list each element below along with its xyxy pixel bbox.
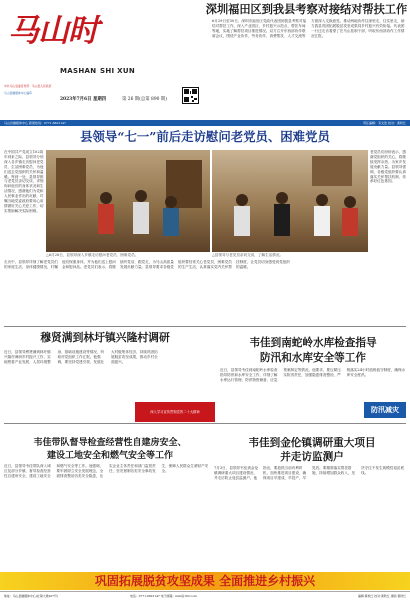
promo-box bbox=[135, 402, 215, 422]
qr-code-icon bbox=[182, 87, 199, 104]
lead-caption-left: △6月28日，县领导深入乡镇走访慰问老党员、困难党员。 bbox=[46, 253, 139, 257]
footer-editors: 编辑:黄秋红 校对:黄秋红 排版:黄秋红 bbox=[357, 594, 406, 598]
lead-title: 县领导“七一”前后走访慰问老党员、困难党员 bbox=[80, 129, 330, 144]
flood-badge-label: 防汛减灾 bbox=[371, 405, 399, 414]
lead-column-left: 在中国共产党成立102周年到来之际，县领导分别深入各乡镇走访慰问老党员、生活困难党员，为他们送去党组织的关怀和温暖。每到一处，县领导都与老党员亲切交谈，详细询问他们的身体状况和生活情况，感谢他们为党和人民事业作出的贡献，叮嘱当地党委政府要用心用情做好关心关爱工作，切实帮助解决实际困难。 bbox=[4, 150, 44, 213]
masthead-issue: 第 26 期(总第 890 期) bbox=[122, 97, 167, 102]
lead-caption-right: △县领导与老党员亲切交谈，了解生活情况。 bbox=[212, 253, 284, 257]
sec2-right-title-2: 防汛和水库安全等工作 bbox=[260, 352, 366, 364]
sec2-left-title: 穆贤满到林圩镇兴隆村调研 bbox=[40, 331, 170, 344]
masthead-en-left: MASHAN bbox=[60, 67, 97, 75]
info-strip-left: 马山县融媒体中心 新闻热线：0771-6822147 bbox=[4, 121, 66, 125]
sec2-right-title-1: 韦佳到南蛇岭水库检查指导 bbox=[249, 337, 377, 349]
lead-photo-left bbox=[46, 150, 210, 252]
top-story-title: 深圳福田区到我县考察对接结对帮扶工作 bbox=[205, 2, 408, 16]
slogan-text: 巩固拓展脱贫攻坚成果 全面推进乡村振兴 bbox=[94, 574, 316, 588]
sec3-right-body: 7月3日，县领导韦佳到金伦镇调研重大项目建设情况，并走访防止返贫监测户。他指出，要抢抓当前有利时机，加快推进项目建设，确保项目早建成、早投产、早见效。要精准落实帮扶措施，持续增加群众收入，坚决守住不发生规模性返贫底线。 bbox=[214, 466, 405, 480]
slogan-banner bbox=[0, 572, 410, 590]
footer-address: 地址：马山县融媒体中心(壮锦大道207号) bbox=[4, 594, 59, 598]
top-story-body: 6月29日至30日，深圳市福田区党政代表团到我县考察对接结对帮扶工作，深入产业园区、乡村振兴示范点、帮扶车间等地，实地了解帮扶项目推进情况。双方召开东西部协作联席会议，围绕产业协作、劳务协作、消费帮扶、人才交流等方面深入交换意见，推动两地协作往深里走、往实里走，助力我县巩固拓展脱贫攻坚成果同乡村振兴有效衔接。代表团一行还走访看望了在马山挂职干部，听取东西部协作工作情况汇报。 bbox=[212, 19, 405, 38]
info-strip-right: 责任编辑：韦文浩 校对：黄秋红 bbox=[363, 121, 406, 125]
divider bbox=[4, 326, 406, 327]
masthead-date: 2023年7月6日 星期四 bbox=[60, 97, 107, 102]
lead-photo-right bbox=[212, 150, 368, 252]
sec2-left-body: 近日，县领导穆贤满到林圩镇兴隆村调研乡村振兴工作，实地察看产业发展、人居环境整治、基础设施建设等情况，听取村党组织工作汇报。他强调，要坚持党建引领，发展壮大村级集体经济，持续巩固拓展脱贫攻坚成果，推动乡村全面振兴。 bbox=[4, 350, 158, 364]
footer-contact: 电话：0771-6822147 电子邮箱：msb@163.com bbox=[130, 594, 197, 598]
sec3-right-title-2: 并走访监测户 bbox=[280, 451, 344, 463]
sec3-left-body: 近日，县领导韦佳带队深入城区及部分乡镇，督导检查经营性自建房安全、建设工地安全和燃气安全等工作。他强调，要牢固树立安全发展理念，全面排查整治各类安全隐患，压实企业主体责任和部门监管责任，坚决遏制各类安全事故发生，保障人民群众生命财产安全。 bbox=[4, 464, 209, 478]
sec3-right-title-1: 韦佳到金伦镇调研重大项目 bbox=[248, 437, 376, 449]
footer bbox=[0, 591, 410, 600]
sec2-right-body: 近日，县领导韦佳到南蛇岭水库检查指导防汛和水库安全工作，详细了解水库运行管理、防汛物资储备、应急预案制定等情况。他要求，要压紧压实防汛责任，加强隐患排查整治，严格落实24小时值班值守制度，确保水库安全度汛。 bbox=[220, 368, 406, 382]
lead-column-right: 老党员们纷纷表示，感谢党组织的关心，将继续发挥余热，为家乡发展贡献力量。县领导强调，各级党组织要认真落实关怀帮扶机制，传承好红色基因。 bbox=[370, 150, 406, 184]
sec3-left-title-2: 建设工地安全和燃气安全等工作 bbox=[46, 451, 173, 461]
masthead-title: 马山时 bbox=[8, 13, 98, 49]
sec3-left-title-1: 韦佳带队督导检查经营性自建房安全、 bbox=[33, 438, 187, 448]
sponsor-line-2: 马山县融媒体中心编印 bbox=[4, 91, 32, 95]
promo-text: 深入学习宣传贯彻党的二十大精神 bbox=[150, 410, 200, 414]
flood-badge bbox=[364, 402, 406, 418]
sponsor-line-1: 中共马山县委宣传部 · 马山县人民政府 bbox=[4, 84, 52, 88]
masthead-en-right: SHI XUN bbox=[100, 67, 135, 75]
lead-body: 走访中，县领导详细了解老党员们的家庭生活、身体健康情况，叮嘱他们保重身体，并为他们送上慰问金和慰问品。老党员们表示，将继续听党话、跟党走，为马山高质量发展贡献力量。县领导要求各级党组织要经常关心老党员、困难党员的生产生活，认真落实党内关怀帮扶制度，让党员切身感受到党组织的温暖。 bbox=[4, 260, 290, 269]
divider bbox=[4, 423, 406, 424]
